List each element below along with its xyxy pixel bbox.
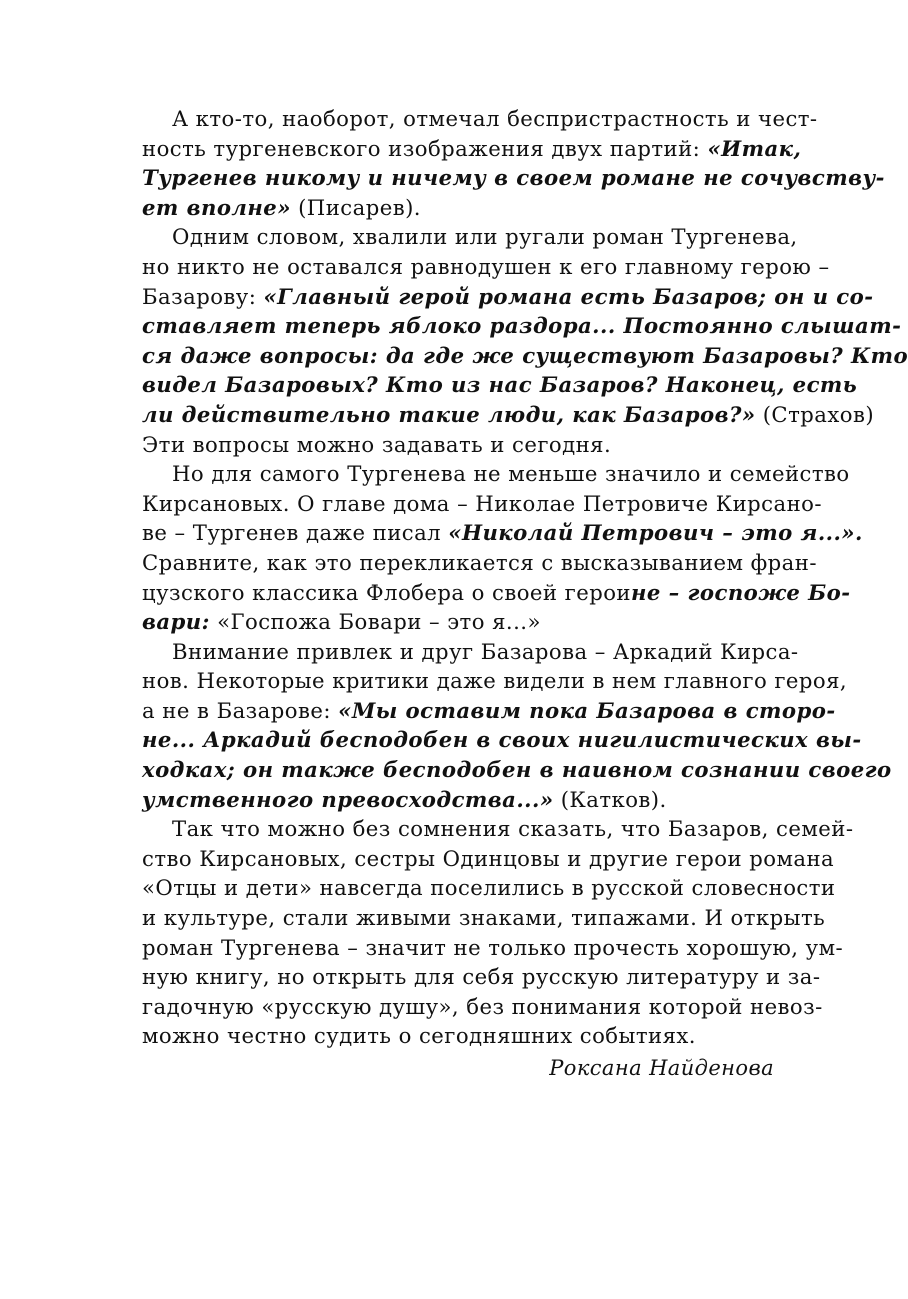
text-line bbox=[142, 193, 774, 223]
quote-fragment: ся даже вопросы: да где же существуют Базаровы? Кто bbox=[142, 342, 908, 368]
text-fragment: Сравните, как это перекликается с высказыванием фран- bbox=[142, 549, 817, 575]
text-fragment: (Страхов) bbox=[755, 401, 875, 427]
text-fragment: нов. Некоторые критики даже видели в нем главного героя, bbox=[142, 668, 848, 694]
text-line bbox=[142, 785, 774, 815]
quote-fragment: видел Базаровых? Кто из нас Базаров? Наконец, есть bbox=[142, 372, 858, 398]
quote-fragment: умственного превосходства...» bbox=[142, 786, 554, 812]
text-fragment: «Отцы и дети» навсегда поселились в русской словесности bbox=[142, 875, 836, 901]
text-line bbox=[142, 489, 822, 519]
text-fragment: роман Тургенева – значит не только прочесть хорошую, ум- bbox=[142, 934, 844, 960]
text-fragment: а не в Базарове: bbox=[142, 697, 339, 723]
text-fragment: Но для самого Тургенева не меньше значило и семейство bbox=[172, 461, 850, 487]
text-fragment: Базарову: bbox=[142, 283, 264, 309]
text-fragment: ную книгу, но открыть для себя русскую литературу и за- bbox=[142, 964, 821, 990]
text-line bbox=[142, 134, 802, 164]
text-fragment: Так что можно без сомнения сказать, что Базаров, семей- bbox=[172, 816, 854, 842]
text-fragment: (Писарев). bbox=[290, 194, 421, 220]
text-fragment: А кто-то, наоборот, отмечал беспристрастность и чест- bbox=[172, 106, 818, 131]
text-line bbox=[142, 696, 836, 726]
quote-fragment: ходках; он также бесподобен в наивном сознании своего bbox=[142, 757, 892, 783]
text-fragment: Внимание привлек и друг Базарова – Аркадий Кирса- bbox=[172, 638, 799, 664]
text-fragment: (Катков). bbox=[553, 786, 667, 812]
text-line bbox=[142, 578, 851, 608]
quote-fragment: вари: bbox=[142, 609, 210, 635]
text-line bbox=[142, 400, 875, 430]
text-line bbox=[142, 992, 823, 1022]
paragraph bbox=[142, 637, 892, 815]
text-line bbox=[142, 311, 902, 341]
text-line bbox=[142, 163, 885, 193]
text-line bbox=[142, 252, 830, 282]
quote-fragment: ет вполне» bbox=[142, 194, 291, 220]
text-line bbox=[142, 873, 836, 903]
text-line bbox=[142, 844, 835, 874]
text-fragment: ность тургеневского изображения двух партий: bbox=[142, 135, 708, 161]
quote-fragment: ставляет теперь яблоко раздора... Постоянно слышат- bbox=[142, 313, 902, 339]
text-line bbox=[142, 222, 798, 252]
quote-fragment: не – госпоже Бо- bbox=[631, 579, 851, 605]
quote-fragment: не... Аркадий бесподобен в своих нигилистических вы- bbox=[142, 727, 862, 753]
text-fragment: Одним словом, хвалили или ругали роман Тургенева, bbox=[172, 224, 798, 250]
text-fragment: и культуре, стали живыми знаками, типажами. И открыть bbox=[142, 905, 826, 931]
paragraph bbox=[142, 814, 854, 1051]
text-line bbox=[142, 459, 850, 489]
quote-fragment: «Мы оставим пока Базарова в сторо- bbox=[338, 697, 836, 723]
text-line bbox=[142, 607, 774, 637]
text-fragment: «Госпожа Бовари – это я...» bbox=[209, 609, 541, 635]
text-line bbox=[142, 755, 892, 785]
text-line bbox=[142, 430, 774, 460]
text-line bbox=[142, 548, 817, 578]
text-line bbox=[142, 666, 848, 696]
quote-fragment: Тургенев никому и ничему в своем романе не сочувству- bbox=[142, 165, 885, 191]
text-line bbox=[142, 104, 818, 134]
text-line bbox=[142, 725, 862, 755]
quote-fragment: «Итак, bbox=[707, 135, 802, 161]
text-fragment: цузского классика Флобера о своей герои bbox=[142, 579, 631, 605]
text-line bbox=[142, 903, 826, 933]
text-line bbox=[142, 282, 874, 312]
article-body bbox=[142, 104, 908, 1051]
author-signature: Роксана Найденова bbox=[549, 1056, 774, 1080]
text-line bbox=[142, 814, 854, 844]
text-fragment: Эти вопросы можно задавать и сегодня. bbox=[142, 431, 612, 457]
text-line bbox=[142, 1021, 774, 1051]
paragraph bbox=[142, 459, 863, 637]
paragraph bbox=[142, 104, 885, 222]
quote-fragment: ли действительно такие люди, как Базаров?» bbox=[142, 401, 756, 427]
text-line bbox=[142, 518, 863, 548]
text-line bbox=[142, 341, 908, 371]
quote-fragment: «Николай Петрович – это я...». bbox=[448, 520, 863, 546]
text-line bbox=[142, 637, 799, 667]
text-fragment: можно честно судить о сегодняшних событиях. bbox=[142, 1023, 696, 1049]
text-fragment: ство Кирсановых, сестры Одинцовы и другие герои романа bbox=[142, 845, 835, 871]
text-fragment: гадочную «русскую душу», без понимания которой невоз- bbox=[142, 993, 823, 1019]
paragraph bbox=[142, 222, 908, 459]
text-line bbox=[142, 962, 821, 992]
text-fragment: Кирсановых. О главе дома – Николае Петровиче Кирсано- bbox=[142, 490, 822, 516]
text-line bbox=[142, 370, 858, 400]
text-fragment: но никто не оставался равнодушен к его главному герою – bbox=[142, 253, 830, 279]
quote-fragment: «Главный герой романа есть Базаров; он и со- bbox=[263, 283, 874, 309]
text-fragment: ве – Тургенев даже писал bbox=[142, 520, 449, 546]
text-line bbox=[142, 933, 844, 963]
